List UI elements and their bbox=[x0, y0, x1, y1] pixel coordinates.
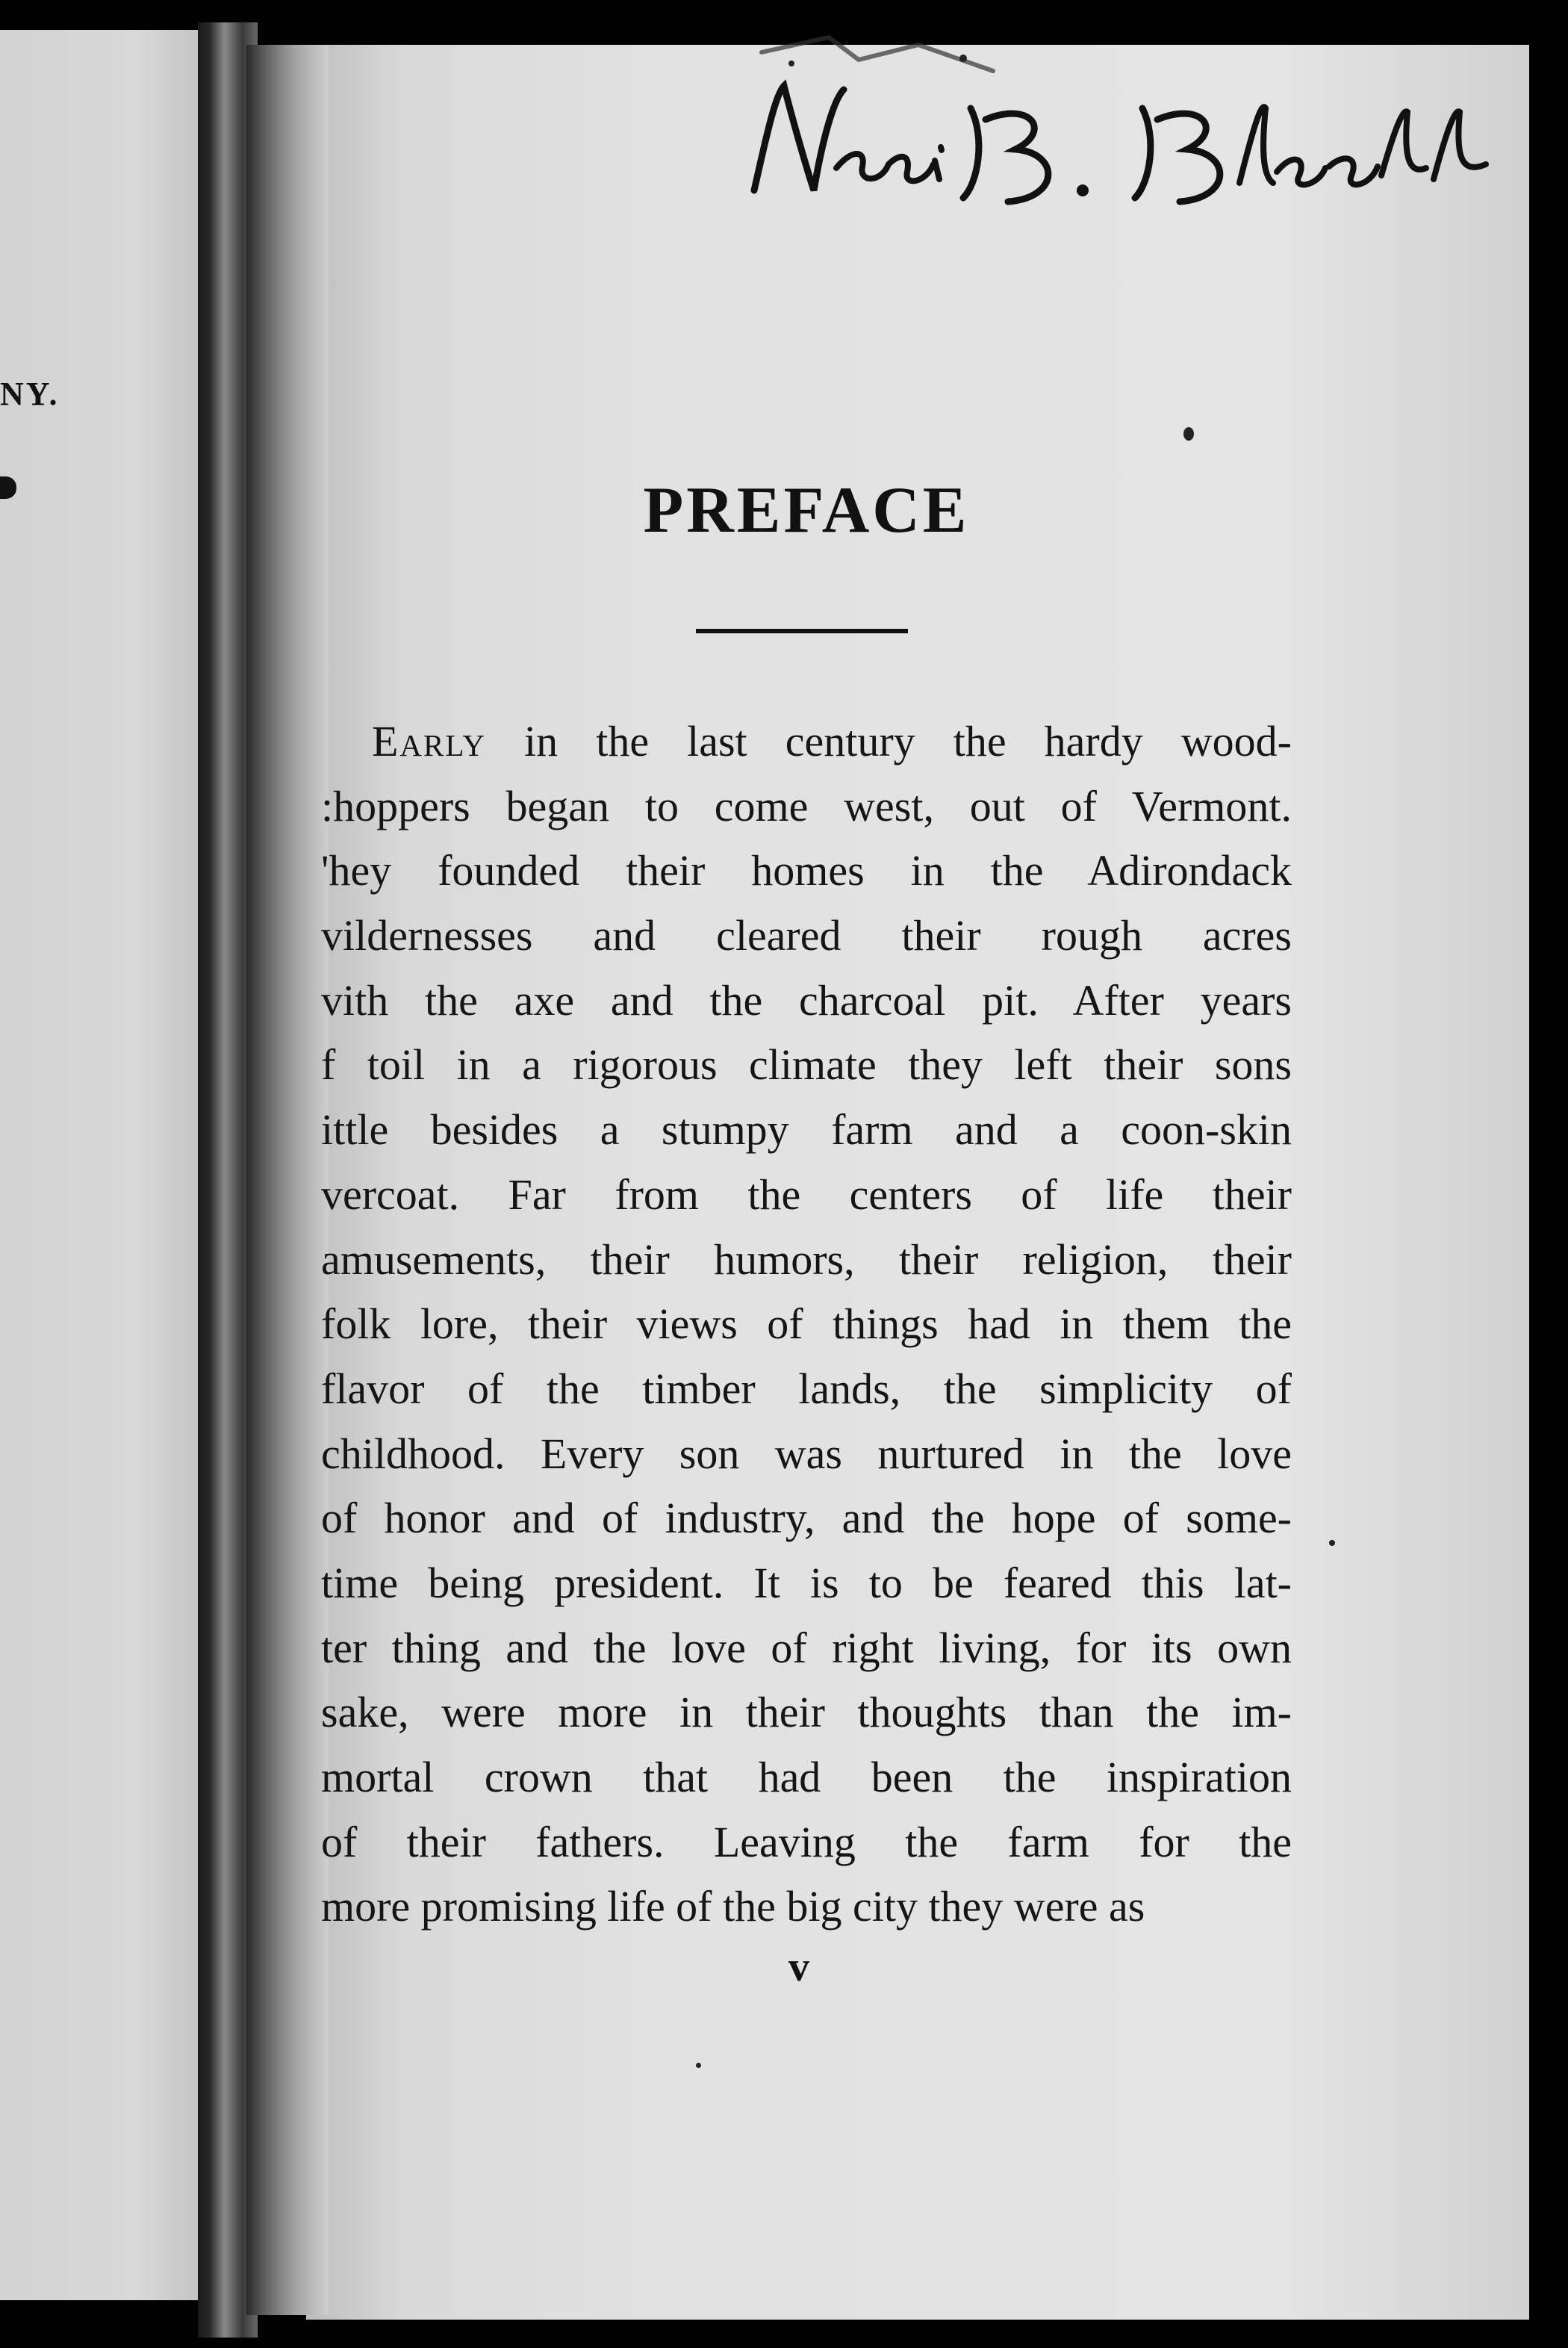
page-number: v bbox=[788, 1944, 809, 1990]
text-line: vith the axe and the charcoal pit. After years bbox=[321, 975, 1292, 1025]
line-text: in the last century the hardy wood- bbox=[485, 717, 1292, 765]
dust-speck bbox=[696, 2063, 701, 2068]
drop-word: Early bbox=[372, 717, 486, 765]
text-line: of their fathers. Leaving the farm for the bbox=[321, 1817, 1292, 1866]
text-line: of honor and of industry, and the hope of some- bbox=[321, 1494, 1292, 1543]
text-line: vercoat. Far from the centers of life their bbox=[321, 1170, 1292, 1219]
text-line: ter thing and the love of right living, for its own bbox=[321, 1623, 1292, 1672]
title-rule bbox=[696, 629, 908, 633]
text-line: more promising life of the big city they were as bbox=[321, 1882, 1145, 1931]
text-line: mortal crown that had been the inspiration bbox=[321, 1753, 1292, 1801]
handwritten-signature bbox=[739, 78, 1523, 220]
text-line: sake, were more in their thoughts than the im- bbox=[321, 1688, 1292, 1737]
text-line bbox=[372, 709, 1292, 774]
text-line: 'hey founded their homes in the Adirondack bbox=[321, 846, 1292, 895]
text-line: f toil in a rigorous climate they left their sons bbox=[321, 1040, 1292, 1090]
page-title: PREFACE bbox=[643, 474, 970, 547]
preface-body bbox=[321, 709, 1292, 1939]
left-page-ornament bbox=[0, 476, 16, 499]
left-page-text-fragment: NY. bbox=[0, 376, 60, 412]
gutter-shadow bbox=[246, 45, 329, 2315]
left-page-fragment bbox=[0, 30, 198, 2300]
text-line: childhood. Every son was nurtured in the love bbox=[321, 1429, 1292, 1478]
text-line: amusements, their humors, their religion, their bbox=[321, 1234, 1292, 1284]
text-line: folk lore, their views of things had in them the bbox=[321, 1299, 1292, 1349]
text-line: time being president. It is to be feared this lat- bbox=[321, 1558, 1292, 1607]
text-line: ittle besides a stumpy farm and a coon-skin bbox=[321, 1105, 1292, 1155]
text-line: :hoppers began to come west, out of Vermont. bbox=[321, 781, 1292, 830]
text-line: flavor of the timber lands, the simplicity of bbox=[321, 1364, 1292, 1413]
right-scan-edge bbox=[1529, 30, 1568, 2348]
text-line: vildernesses and cleared their rough acres bbox=[321, 911, 1292, 960]
dust-speck bbox=[1183, 427, 1194, 441]
dust-speck bbox=[1329, 1540, 1335, 1546]
ink-smudge bbox=[747, 30, 1015, 82]
